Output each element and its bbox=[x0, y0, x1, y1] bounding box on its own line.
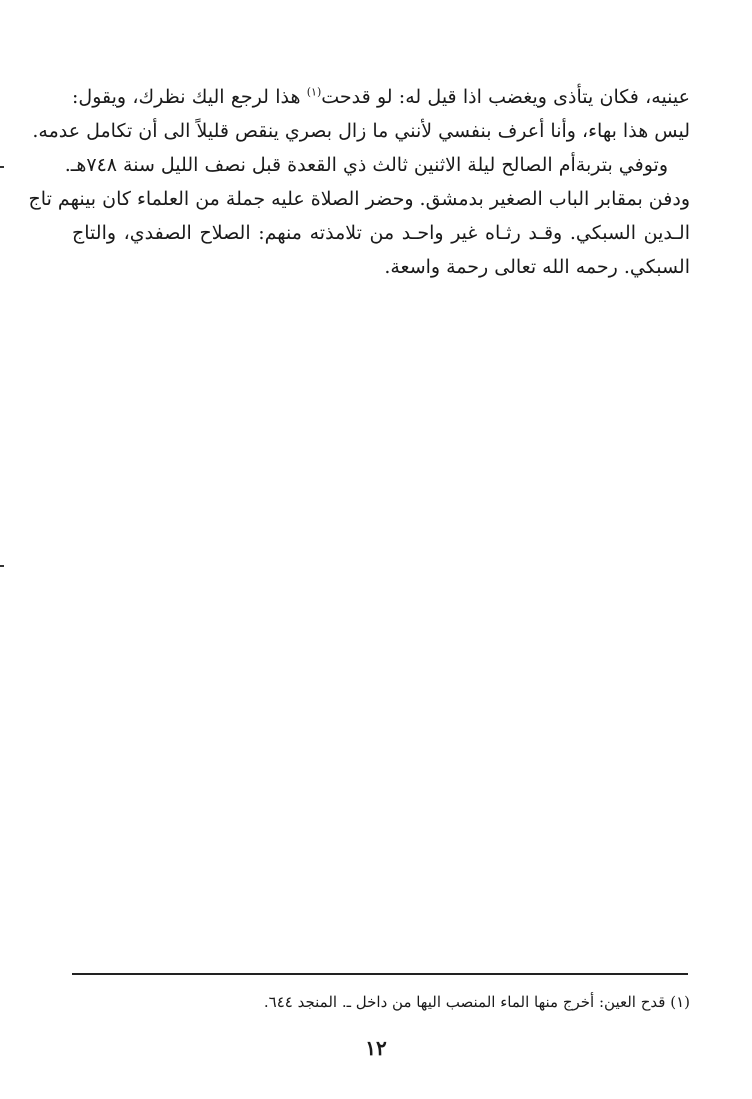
page-number: ١٢ bbox=[365, 1036, 387, 1060]
text-line-6: السبكي. رحمه الله تعالى رحمة واسعة. bbox=[384, 256, 690, 278]
margin-mark bbox=[0, 166, 4, 168]
text-line-5: الـدين السبكي. وقـد رثـاه غير واحـد من تلامذته منهم: الصلاح الصفدي، والتاج bbox=[72, 222, 690, 244]
margin-mark bbox=[0, 565, 4, 567]
main-text bbox=[28, 80, 690, 284]
footnote: (١) قدح العين: أخرج منها الماء المنصب اليها من داخل ـ. المنجد ٦٤٤. bbox=[263, 993, 690, 1011]
text-line-4: ودفن بمقابر الباب الصغير بدمشق. وحضر الصلاة عليه جملة من العلماء كان بينهم تاج bbox=[28, 188, 690, 210]
text-line-2: ليس هذا بهاء، وأنا أعرف بنفسي لأنني ما زال بصري ينقص قليلاً الى أن تكامل عدمه. bbox=[32, 120, 690, 142]
text-line-1: عينيه، فكان يتأذى ويغضب اذا قيل له: لو قدحت$^{(١)}$ هذا لرجع اليك نظرك، ويقول: bbox=[72, 85, 690, 108]
text-line-3: وتوفي بتربةأم الصالح ليلة الاثنين ثالث ذي القعدة قبل نصف الليل سنة ٧٤٨هـ. bbox=[64, 154, 668, 176]
footnote-reference[interactable]: (١) bbox=[306, 85, 322, 99]
footnote-divider bbox=[72, 973, 688, 975]
